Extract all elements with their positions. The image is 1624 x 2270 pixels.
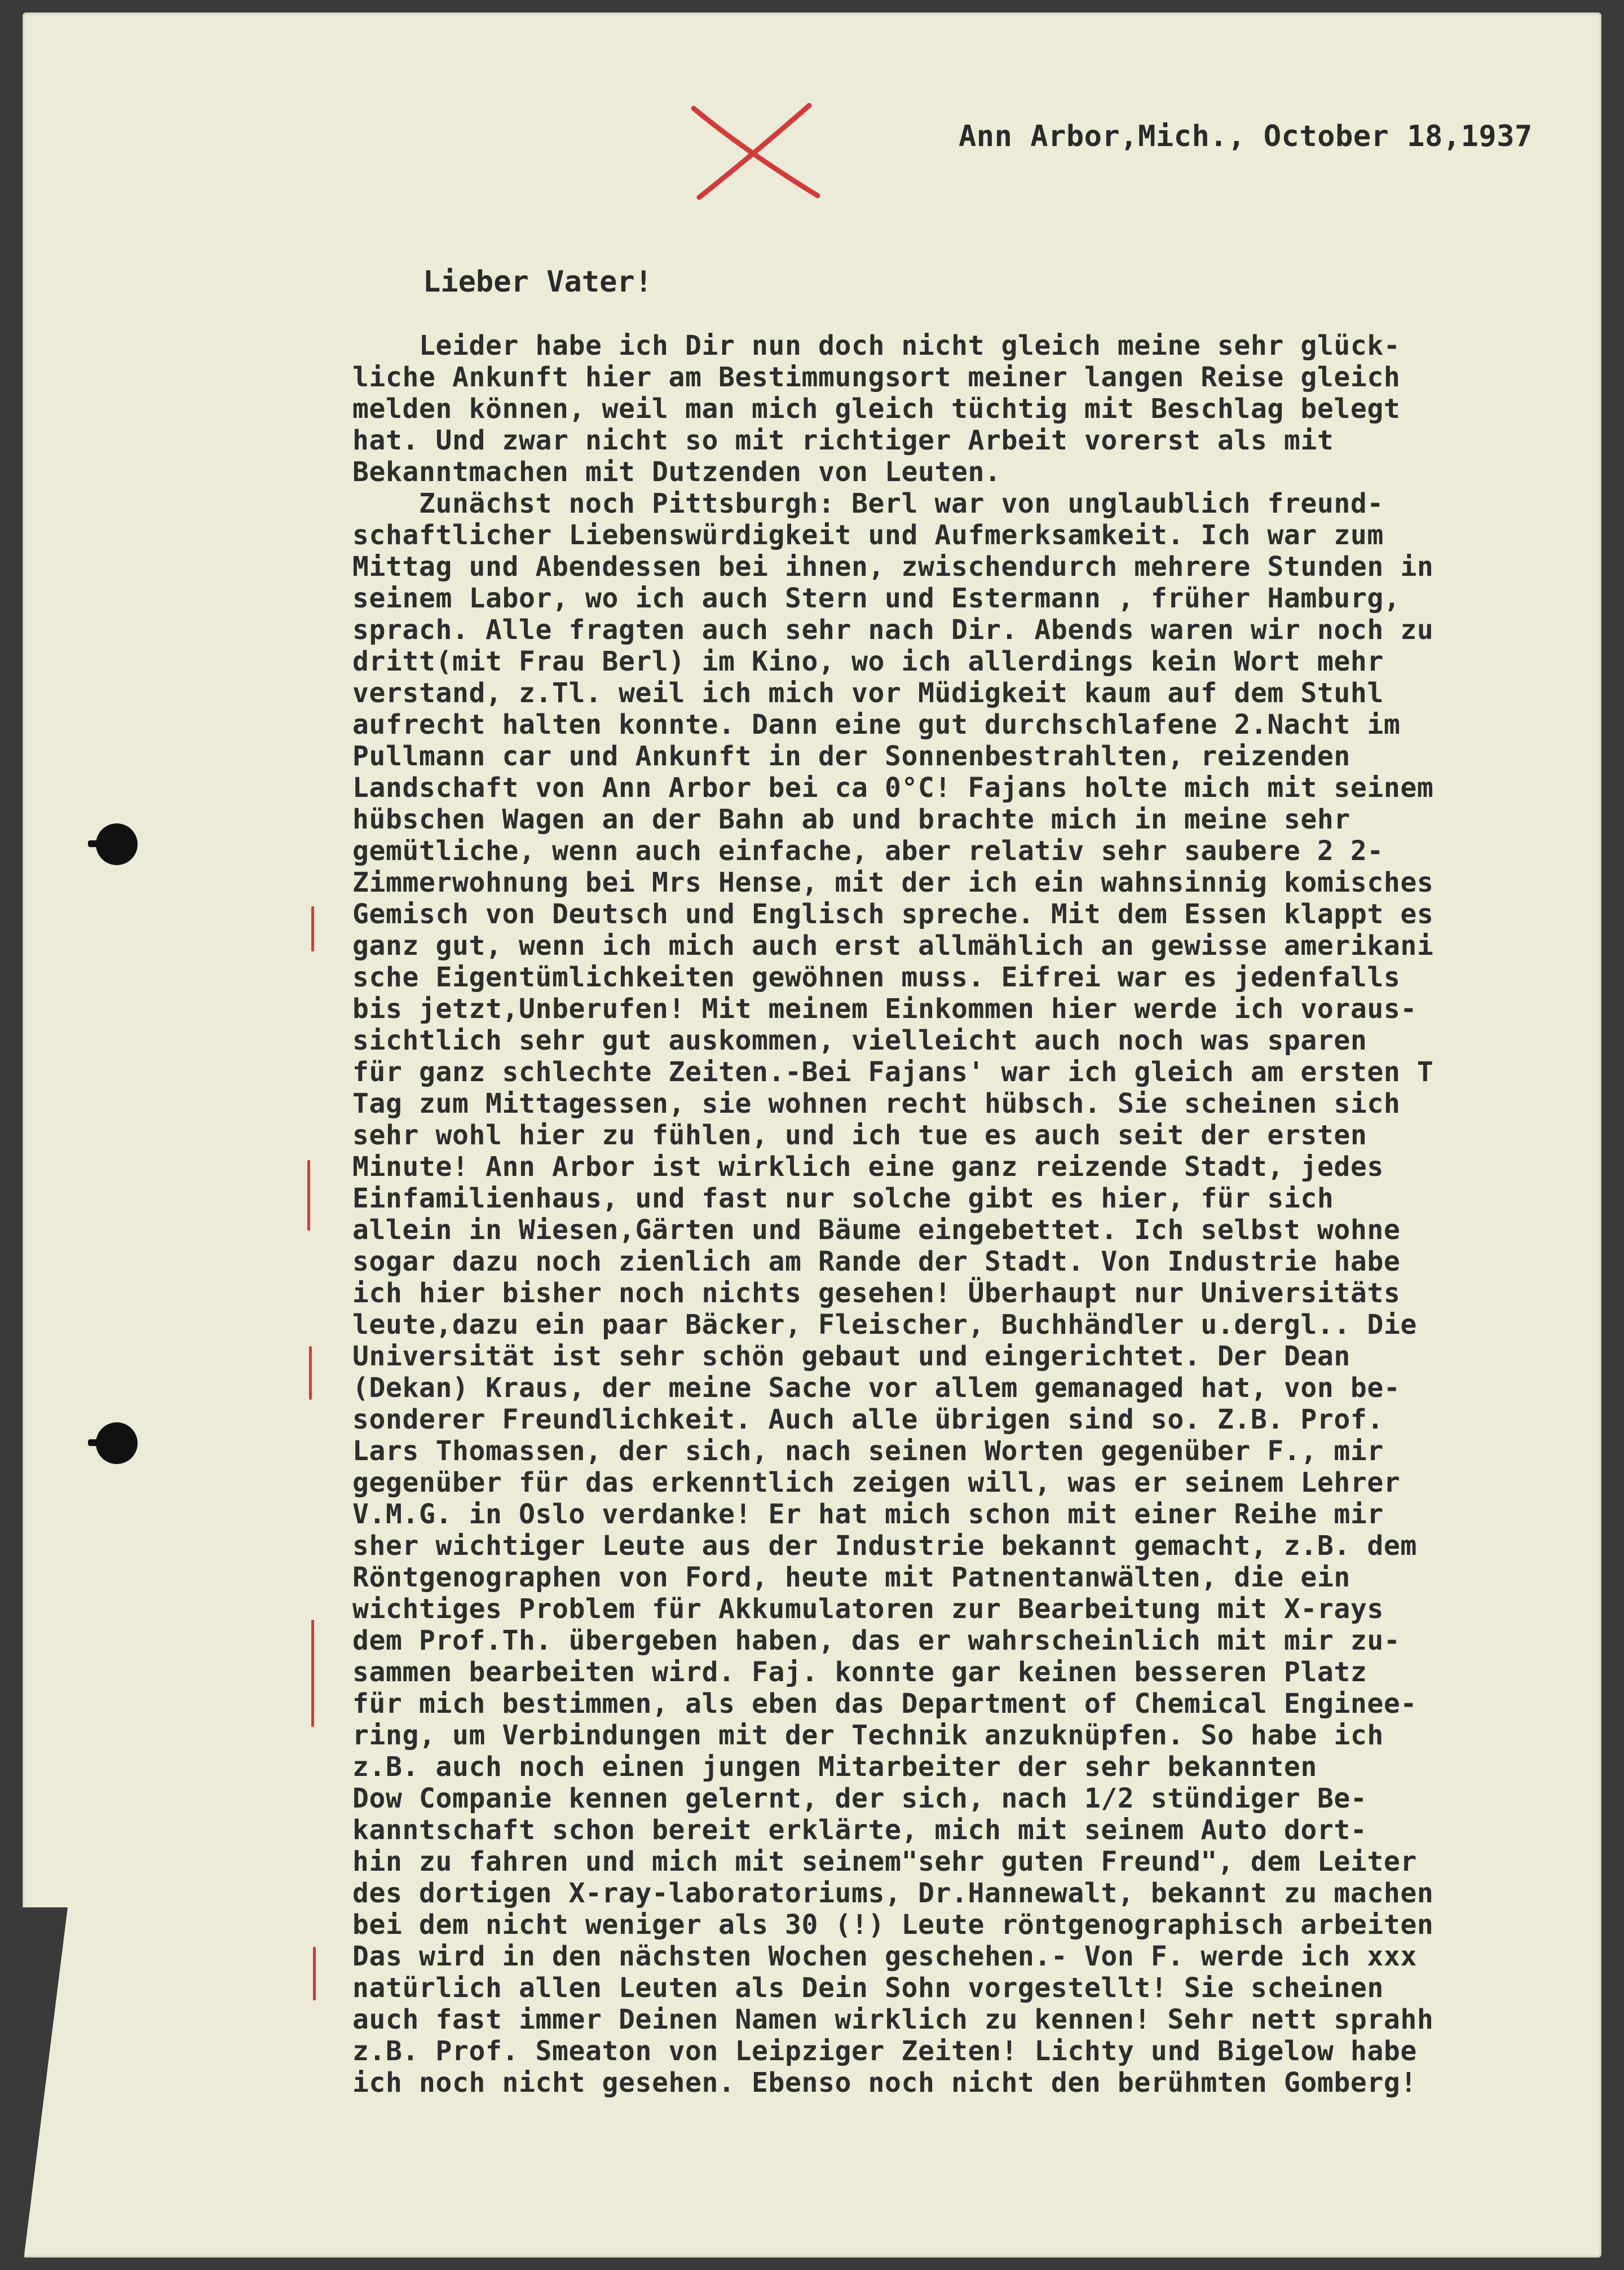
letter-line: Universität ist sehr schön gebaut und eingerichtet. Der Dean (352, 1341, 1351, 1372)
margin-mark-2 (307, 1160, 310, 1231)
letter-line: Einfamilienhaus, und fast nur solche gibt es hier, für sich (352, 1183, 1334, 1214)
letter-line: verstand, z.Tl. weil ich mich vor Müdigkeit kaum auf dem Stuhl (352, 677, 1384, 709)
margin-mark-4 (311, 1620, 314, 1727)
letter-line: gemütliche, wenn auch einfache, aber relativ sehr saubere 2 2- (352, 835, 1384, 867)
margin-mark-5 (313, 1947, 316, 2000)
letter-line: sonderer Freundlichkeit. Auch alle übrigen sind so. Z.B. Prof. (352, 1404, 1384, 1435)
letter-line: Dow Companie kennen gelernt, der sich, nach 1/2 stündiger Be- (352, 1783, 1367, 1814)
letter-line: Minute! Ann Arbor ist wirklich eine ganz reizende Stadt, jedes (352, 1151, 1384, 1183)
letter-line: ring, um Verbindungen mit der Technik anzuknüpfen. So habe ich (352, 1720, 1384, 1751)
letter-line: auch fast immer Deinen Namen wirklich zu kennen! Sehr nett sprahh (352, 2004, 1434, 2035)
letter-line: Röntgenographen von Ford, heute mit Patnentanwälten, die ein (352, 1562, 1351, 1593)
letter-line: gegenüber für das erkenntlich zeigen will, was er seinem Lehrer (352, 1467, 1401, 1498)
letter-line: sogar dazu noch zienlich am Rande der Stadt. Von Industrie habe (352, 1246, 1401, 1277)
letter-line: bei dem nicht weniger als 30 (!) Leute röntgenographisch arbeiten (352, 1909, 1434, 1941)
letter-line: aufrecht halten konnte. Dann eine gut durchschlafene 2.Nacht im (352, 709, 1401, 740)
letter-line: für mich bestimmen, als eben das Department of Chemical Enginee- (352, 1688, 1417, 1720)
letter-line: sichtlich sehr gut auskommen, vielleicht auch noch was sparen (352, 1025, 1367, 1056)
letter-line: bis jetzt,Unberufen! Mit meinem Einkommen hier werde ich voraus- (352, 993, 1417, 1025)
letter-line: dritt(mit Frau Berl) im Kino, wo ich allerdings kein Wort mehr (352, 646, 1384, 677)
letter-line: für ganz schlechte Zeiten.-Bei Fajans' war ich gleich am ersten T (352, 1056, 1434, 1088)
letter-line: seinem Labor, wo ich auch Stern und Estermann , früher Hamburg, (352, 583, 1401, 614)
letter-line: Leider habe ich Dir nun doch nicht gleich meine sehr glück- (352, 330, 1401, 362)
letter-line: Mittag und Abendessen bei ihnen, zwischendurch mehrere Stunden in (352, 551, 1434, 583)
margin-mark-1 (311, 906, 314, 951)
letter-line: dem Prof.Th. übergeben haben, das er wahrscheinlich mit mir zu- (352, 1625, 1401, 1656)
letter-line: Zunächst noch Pittsburgh: Berl war von unglaublich freund- (352, 488, 1384, 519)
letter-line: kanntschaft schon bereit erklärte, mich mit seinem Auto dort- (352, 1814, 1367, 1846)
letter-line: sammen bearbeiten wird. Faj. konnte gar keinen besseren Platz (352, 1656, 1367, 1688)
letter-line: Pullmann car und Ankunft in der Sonnenbestrahlten, reizenden (352, 740, 1351, 772)
letter-line: melden können, weil man mich gleich tüchtig mit Beschlag belegt (352, 393, 1401, 425)
letter-line: natürlich allen Leuten als Dein Sohn vorgestellt! Sie scheinen (352, 1972, 1384, 2004)
letter-line: V.M.G. in Oslo verdanke! Er hat mich schon mit einer Reihe mir (352, 1498, 1384, 1530)
letter-line: Lars Thomassen, der sich, nach seinen Worten gegenüber F., mir (352, 1435, 1384, 1467)
letter-body (352, 330, 1616, 2099)
letter-line: liche Ankunft hier am Bestimmungsort meiner langen Reise gleich (352, 362, 1401, 393)
letter-line: ich hier bisher noch nichts gesehen! Überhaupt nur Universitäts (352, 1277, 1401, 1309)
letter-line: hin zu fahren und mich mit seinem"sehr guten Freund", dem Leiter (352, 1846, 1417, 1877)
letter-line: hübschen Wagen an der Bahn ab und brachte mich in meine sehr (352, 804, 1351, 835)
letter-line: sher wichtiger Leute aus der Industrie bekannt gemacht, z.B. dem (352, 1530, 1417, 1562)
letter-line: (Dekan) Kraus, der meine Sache vor allem gemanaged hat, von be- (352, 1372, 1401, 1404)
letter-line: sche Eigentümlichkeiten gewöhnen muss. Eifrei war es jedenfalls (352, 962, 1401, 993)
red-x-mark (682, 97, 829, 204)
letter-line: wichtiges Problem für Akkumulatoren zur Bearbeitung mit X-rays (352, 1593, 1384, 1625)
letter-line: ich noch nicht gesehen. Ebenso noch nicht den berühmten Gomberg! (352, 2067, 1417, 2099)
torn-corner (23, 1907, 68, 2268)
letter-line: Das wird in den nächsten Wochen geschehen.- Von F. werde ich xxx (352, 1941, 1417, 1972)
punch-hole-top (96, 823, 138, 865)
letter-line: sehr wohl hier zu fühlen, und ich tue es auch seit der ersten (352, 1119, 1367, 1151)
letter-line: Landschaft von Ann Arbor bei ca 0°C! Fajans holte mich mit seinem (352, 772, 1434, 804)
letter-line: schaftlicher Liebenswürdigkeit und Aufmerksamkeit. Ich war zum (352, 519, 1384, 551)
salutation: Lieber Vater! (423, 265, 652, 299)
letter-line: sprach. Alle fragten auch sehr nach Dir. Abends waren wir noch zu (352, 614, 1434, 646)
letter-line: Zimmerwohnung bei Mrs Hense, mit der ich ein wahnsinnig komisches (352, 867, 1434, 898)
letter-line: Bekanntmachen mit Dutzenden von Leuten. (352, 456, 1001, 488)
punch-hole-bottom (96, 1422, 138, 1464)
letter-line: Gemisch von Deutsch und Englisch spreche. Mit dem Essen klappt es (352, 898, 1434, 930)
letter-page (23, 12, 1601, 2258)
letter-line: ganz gut, wenn ich mich auch erst allmählich an gewisse amerikani (352, 930, 1434, 962)
margin-mark-3 (309, 1346, 312, 1400)
letter-line: z.B. Prof. Smeaton von Leipziger Zeiten! Lichty und Bigelow habe (352, 2035, 1417, 2067)
letter-line: des dortigen X-ray-laboratoriums, Dr.Hannewalt, bekannt zu machen (352, 1877, 1434, 1909)
letter-line: leute,dazu ein paar Bäcker, Fleischer, Buchhändler u.dergl.. Die (352, 1309, 1417, 1341)
letter-line: z.B. auch noch einen jungen Mitarbeiter der sehr bekannten (352, 1751, 1317, 1783)
letter-line: Tag zum Mittagessen, sie wohnen recht hübsch. Sie scheinen sich (352, 1088, 1401, 1119)
letter-line: hat. Und zwar nicht so mit richtiger Arbeit vorerst als mit (352, 425, 1334, 456)
letter-line: allein in Wiesen,Gärten und Bäume eingebettet. Ich selbst wohne (352, 1214, 1401, 1246)
place-date: Ann Arbor,Mich., October 18,1937 (959, 120, 1533, 153)
